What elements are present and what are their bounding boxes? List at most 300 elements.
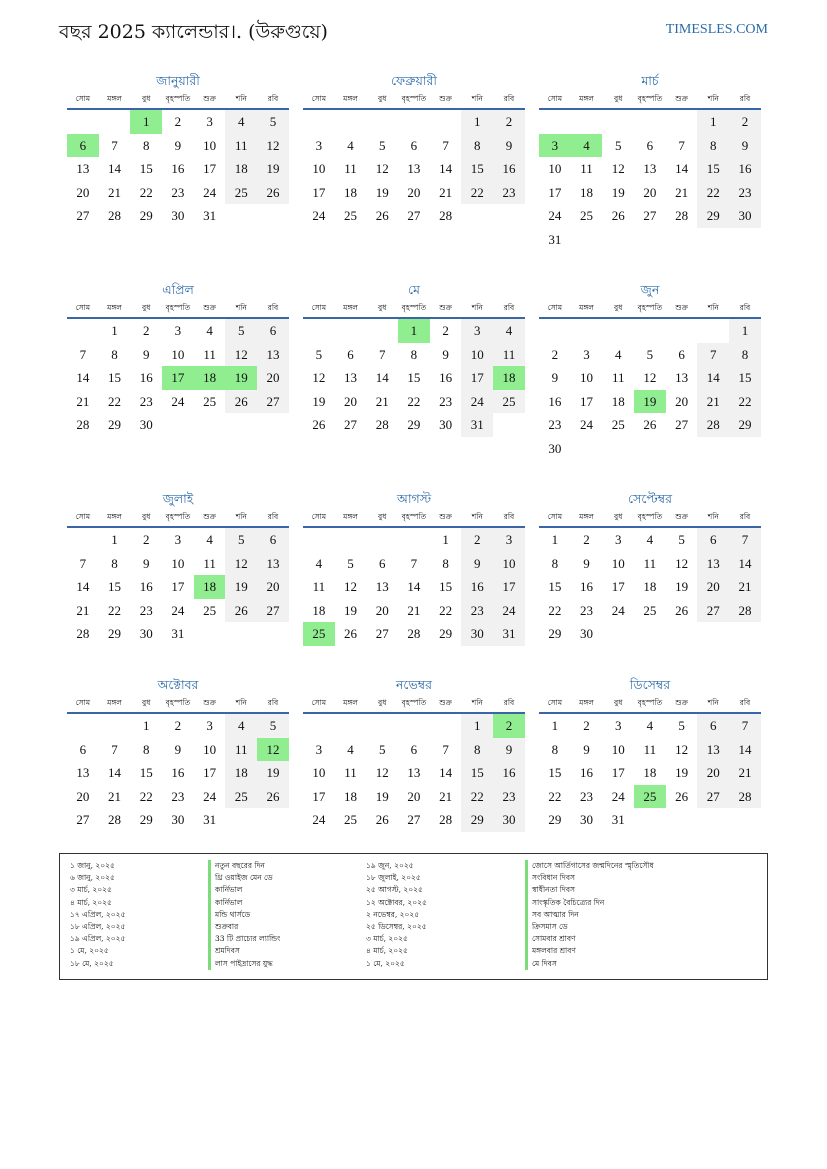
day-cell: 6 xyxy=(697,528,729,552)
day-cell: 2 xyxy=(442,323,449,338)
month-calendar xyxy=(67,72,289,228)
day-cell: 3 xyxy=(174,323,182,338)
weekday-label: বুধ xyxy=(142,303,151,312)
weekday-label: মঙ্গল xyxy=(343,698,358,707)
day-cell: 22 xyxy=(729,390,761,414)
day-cell: 5 xyxy=(678,532,685,547)
day-cell: 16 xyxy=(139,579,153,595)
weekday-label: সোম xyxy=(75,303,91,312)
day-cell: 24 xyxy=(461,390,493,414)
day-cell: 28 xyxy=(407,626,421,642)
weekday-label: শুক্র xyxy=(675,698,688,707)
weekday-label: রবি xyxy=(739,512,751,521)
day-cell: 15 xyxy=(697,157,729,181)
day-cell: 18 xyxy=(225,761,257,785)
day-cell: 2 xyxy=(729,110,761,134)
day-cell: 16 xyxy=(171,161,185,177)
day-cell: 14 xyxy=(76,370,90,386)
legend-date: ৩ মার্চ, ২০২৫ xyxy=(366,934,408,944)
month-name: জুন xyxy=(640,282,660,297)
day-cell: 11 xyxy=(643,741,657,757)
day-cell: 6 xyxy=(697,714,729,738)
month-calendar xyxy=(303,72,525,228)
day-cell: 22 xyxy=(108,393,122,409)
day-cell: 6 xyxy=(678,346,685,362)
empty-day xyxy=(303,110,335,134)
day-cell: 22 xyxy=(407,393,421,409)
day-cell: 2 xyxy=(174,114,182,129)
month-name: জানুয়ারী xyxy=(156,73,200,88)
day-cell: 19 xyxy=(312,393,326,409)
day-cell: 9 xyxy=(493,134,525,158)
weekday-header xyxy=(303,694,525,714)
day-grid xyxy=(67,528,289,646)
holiday-day: 6 xyxy=(67,134,99,158)
legend-date: ১৭ এপ্রিল, ২০২৫ xyxy=(70,909,126,919)
day-cell: 4 xyxy=(206,323,213,338)
day-cell: 12 xyxy=(611,161,625,177)
day-cell: 14 xyxy=(697,366,729,390)
empty-day xyxy=(303,714,335,738)
day-cell: 25 xyxy=(580,208,594,224)
day-cell: 10 xyxy=(312,765,326,781)
day-cell: 2 xyxy=(461,528,493,552)
day-cell: 21 xyxy=(108,788,122,804)
day-cell: 10 xyxy=(461,343,493,367)
legend-date: ৪ মার্চ, ২০২৫ xyxy=(366,946,408,956)
day-cell: 15 xyxy=(139,765,153,781)
day-cell: 23 xyxy=(493,785,525,809)
month-calendar xyxy=(539,490,761,646)
day-cell: 29 xyxy=(439,626,453,642)
empty-day xyxy=(398,528,430,552)
weekday-label: মঙ্গল xyxy=(343,303,358,312)
day-cell: 24 xyxy=(611,788,625,804)
day-cell: 30 xyxy=(493,808,525,832)
day-cell: 20 xyxy=(697,575,729,599)
legend-date: ১ মে, ২০২৫ xyxy=(70,946,109,956)
day-cell: 9 xyxy=(551,370,559,386)
day-cell: 12 xyxy=(344,579,358,595)
day-cell: 20 xyxy=(697,761,729,785)
weekday-label: সোম xyxy=(547,512,563,521)
holiday-day: 25 xyxy=(303,622,335,646)
day-cell: 4 xyxy=(347,741,354,757)
day-cell: 12 xyxy=(375,161,389,177)
day-cell: 15 xyxy=(461,761,493,785)
day-cell: 26 xyxy=(257,785,289,809)
day-cell: 31 xyxy=(171,626,185,642)
day-cell: 9 xyxy=(493,738,525,762)
day-cell: 11 xyxy=(493,343,525,367)
day-cell: 26 xyxy=(312,417,326,433)
day-cell: 10 xyxy=(312,161,326,177)
day-cell: 22 xyxy=(108,602,122,618)
day-cell: 28 xyxy=(76,626,90,642)
day-cell: 9 xyxy=(174,137,182,153)
day-cell: 7 xyxy=(697,343,729,367)
empty-day xyxy=(99,714,131,738)
day-cell: 19 xyxy=(375,788,389,804)
empty-day xyxy=(666,110,698,134)
weekday-label: শুক্র xyxy=(203,94,216,103)
day-cell: 28 xyxy=(675,208,689,224)
weekday-label: বুধ xyxy=(378,94,387,103)
day-cell: 26 xyxy=(257,181,289,205)
day-cell: 14 xyxy=(375,370,389,386)
site-link[interactable]: TIMESLES.COM xyxy=(665,22,768,37)
empty-day xyxy=(67,528,99,552)
day-cell: 16 xyxy=(493,761,525,785)
day-cell: 26 xyxy=(375,208,389,224)
month-calendar xyxy=(539,281,761,461)
weekday-label: বৃহস্পতি xyxy=(401,512,427,521)
empty-day xyxy=(366,528,398,552)
legend-holiday-name: মে দিবস xyxy=(525,958,654,970)
weekday-header xyxy=(539,90,761,110)
day-cell: 28 xyxy=(439,812,453,828)
day-cell: 20 xyxy=(407,184,421,200)
day-cell: 14 xyxy=(439,161,453,177)
day-cell: 4 xyxy=(493,319,525,343)
day-cell: 7 xyxy=(442,741,449,757)
day-cell: 29 xyxy=(729,413,761,437)
legend-date: ২৫ ডিসেম্বর, ২০২৫ xyxy=(366,921,427,931)
day-cell: 13 xyxy=(344,370,358,386)
day-cell: 4 xyxy=(225,714,257,738)
month-name: ডিসেম্বর xyxy=(629,677,671,692)
weekday-label: বৃহস্পতি xyxy=(165,303,191,312)
day-cell: 27 xyxy=(697,599,729,623)
day-cell: 16 xyxy=(461,575,493,599)
weekday-label: সোম xyxy=(547,303,563,312)
holiday-day: 2 xyxy=(493,714,525,738)
day-cell: 8 xyxy=(697,134,729,158)
weekday-label: সোম xyxy=(75,512,91,521)
day-cell: 8 xyxy=(461,738,493,762)
day-cell: 29 xyxy=(697,204,729,228)
weekday-label: বৃহস্পতি xyxy=(401,303,427,312)
day-cell: 11 xyxy=(611,370,625,386)
day-cell: 22 xyxy=(548,602,562,618)
day-cell: 10 xyxy=(493,552,525,576)
weekday-label: সোম xyxy=(311,698,327,707)
holiday-day: 18 xyxy=(194,575,226,599)
weekday-label: মঙ্গল xyxy=(107,698,122,707)
legend-date: ৬ জানু, ২০২৫ xyxy=(70,873,115,883)
day-cell: 24 xyxy=(312,208,326,224)
day-cell: 15 xyxy=(108,370,122,386)
weekday-label: রবি xyxy=(267,94,279,103)
legend-holiday-name: লাস পাইদ্রাসের যুদ্ধ xyxy=(208,958,280,970)
day-cell: 6 xyxy=(410,741,418,757)
day-cell: 8 xyxy=(461,134,493,158)
day-cell: 1 xyxy=(729,319,761,343)
weekday-label: শনি xyxy=(235,303,247,312)
day-cell: 11 xyxy=(344,765,357,781)
day-cell: 24 xyxy=(548,208,562,224)
day-cell: 23 xyxy=(729,181,761,205)
day-cell: 3 xyxy=(315,137,323,153)
day-cell: 11 xyxy=(225,738,257,762)
day-cell: 30 xyxy=(139,626,153,642)
day-cell: 22 xyxy=(439,602,453,618)
day-cell: 25 xyxy=(611,417,625,433)
day-cell: 26 xyxy=(675,788,689,804)
empty-day xyxy=(99,110,131,134)
legend-date: ১২ অক্টোবর, ২০২৫ xyxy=(366,897,427,907)
day-cell: 25 xyxy=(203,602,217,618)
weekday-label: শনি xyxy=(235,698,247,707)
weekday-label: রবি xyxy=(503,512,515,521)
day-cell: 21 xyxy=(108,184,122,200)
day-grid xyxy=(67,319,289,437)
day-cell: 11 xyxy=(344,161,357,177)
holiday-legend xyxy=(59,853,768,980)
holiday-day: 18 xyxy=(493,366,525,390)
day-cell: 12 xyxy=(375,765,389,781)
weekday-label: রবি xyxy=(267,512,279,521)
day-cell: 14 xyxy=(76,579,90,595)
day-cell: 9 xyxy=(729,134,761,158)
day-cell: 19 xyxy=(675,765,689,781)
day-grid xyxy=(539,528,761,646)
day-cell: 27 xyxy=(257,390,289,414)
day-cell: 9 xyxy=(583,555,590,571)
day-cell: 18 xyxy=(225,157,257,181)
day-cell: 4 xyxy=(347,137,354,153)
day-cell: 24 xyxy=(580,417,594,433)
day-cell: 3 xyxy=(174,532,182,547)
day-cell: 27 xyxy=(697,785,729,809)
day-cell: 27 xyxy=(675,417,689,433)
weekday-label: মঙ্গল xyxy=(107,303,122,312)
day-cell: 29 xyxy=(108,417,122,433)
day-cell: 28 xyxy=(439,208,453,224)
day-cell: 26 xyxy=(611,208,625,224)
day-cell: 12 xyxy=(312,370,326,386)
weekday-label: শনি xyxy=(707,512,719,521)
day-cell: 16 xyxy=(729,157,761,181)
day-cell: 3 xyxy=(315,741,323,757)
legend-holiday-name: নতুন বছরের দিন xyxy=(208,860,280,872)
day-cell: 1 xyxy=(697,110,729,134)
day-cell: 5 xyxy=(257,110,289,134)
day-cell: 14 xyxy=(108,765,122,781)
day-cell: 6 xyxy=(410,137,418,153)
day-cell: 23 xyxy=(580,788,594,804)
day-cell: 23 xyxy=(493,181,525,205)
weekday-label: বুধ xyxy=(614,512,623,521)
weekday-label: সোম xyxy=(311,303,327,312)
legend-holiday-name: কার্নিভাল xyxy=(208,884,280,896)
day-cell: 16 xyxy=(493,157,525,181)
empty-day xyxy=(571,110,603,134)
day-cell: 30 xyxy=(580,626,594,642)
day-cell: 28 xyxy=(108,208,122,224)
legend-date: ২৫ আগস্ট, ২০২৫ xyxy=(366,885,423,895)
weekday-label: রবি xyxy=(739,303,751,312)
day-cell: 8 xyxy=(111,346,118,362)
day-cell: 23 xyxy=(548,417,562,433)
day-cell: 25 xyxy=(643,602,657,618)
day-cell: 5 xyxy=(257,714,289,738)
day-cell: 14 xyxy=(729,738,761,762)
weekday-header xyxy=(303,90,525,110)
day-cell: 23 xyxy=(139,602,153,618)
weekday-label: বুধ xyxy=(378,303,387,312)
holiday-day: 19 xyxy=(634,390,666,414)
day-cell: 2 xyxy=(583,532,590,547)
day-cell: 5 xyxy=(225,528,257,552)
month-name: মার্চ xyxy=(641,73,659,88)
empty-day xyxy=(571,319,603,343)
day-cell: 17 xyxy=(203,161,217,177)
day-cell: 23 xyxy=(461,599,493,623)
weekday-label: শনি xyxy=(235,94,247,103)
day-cell: 12 xyxy=(225,343,257,367)
weekday-header xyxy=(303,508,525,528)
day-cell: 27 xyxy=(76,812,90,828)
day-cell: 3 xyxy=(614,532,622,547)
day-cell: 10 xyxy=(611,555,625,571)
day-cell: 25 xyxy=(493,390,525,414)
day-cell: 8 xyxy=(111,555,118,571)
day-cell: 9 xyxy=(442,346,449,362)
day-cell: 3 xyxy=(206,718,213,733)
day-cell: 11 xyxy=(225,134,257,158)
day-cell: 23 xyxy=(171,788,185,804)
weekday-label: সোম xyxy=(547,94,563,103)
day-cell: 8 xyxy=(142,741,150,757)
day-cell: 14 xyxy=(675,161,689,177)
day-cell: 10 xyxy=(203,741,217,757)
weekday-label: মঙ্গল xyxy=(579,303,594,312)
day-cell: 16 xyxy=(439,370,453,386)
weekday-label: শনি xyxy=(471,303,483,312)
day-cell: 25 xyxy=(344,812,358,828)
day-cell: 31 xyxy=(493,622,525,646)
legend-date: ১ মে, ২০২৫ xyxy=(366,958,405,968)
day-grid xyxy=(67,714,289,832)
day-cell: 20 xyxy=(257,575,289,599)
day-cell: 12 xyxy=(643,370,657,386)
day-cell: 30 xyxy=(461,622,493,646)
empty-day xyxy=(335,714,367,738)
weekday-label: বুধ xyxy=(614,698,623,707)
weekday-label: বুধ xyxy=(378,698,387,707)
day-cell: 19 xyxy=(375,184,389,200)
day-cell: 30 xyxy=(139,417,153,433)
legend-date: ১ জানু, ২০২৫ xyxy=(70,861,115,870)
day-cell: 6 xyxy=(646,137,654,153)
day-cell: 31 xyxy=(461,413,493,437)
day-cell: 28 xyxy=(375,417,389,433)
weekday-label: শনি xyxy=(471,512,483,521)
day-cell: 1 xyxy=(111,323,118,338)
day-cell: 27 xyxy=(643,208,657,224)
day-cell: 4 xyxy=(315,555,323,571)
day-cell: 5 xyxy=(315,346,323,362)
day-cell: 27 xyxy=(407,812,421,828)
weekday-label: রবি xyxy=(739,698,751,707)
month-calendar xyxy=(67,281,289,437)
weekday-label: বৃহস্পতি xyxy=(401,698,427,707)
day-cell: 31 xyxy=(611,812,625,828)
weekday-label: শনি xyxy=(707,94,719,103)
legend-holiday-name: সাংস্কৃতিক বৈচিত্র্যের দিন xyxy=(525,897,654,909)
day-cell: 27 xyxy=(344,417,358,433)
day-grid xyxy=(539,110,761,252)
empty-day xyxy=(666,319,698,343)
day-cell: 28 xyxy=(76,417,90,433)
day-cell: 17 xyxy=(171,579,185,595)
day-cell: 24 xyxy=(493,599,525,623)
month-calendar xyxy=(539,676,761,832)
day-cell: 9 xyxy=(142,346,150,362)
weekday-header xyxy=(67,508,289,528)
day-cell: 6 xyxy=(257,319,289,343)
day-cell: 26 xyxy=(675,602,689,618)
day-cell: 22 xyxy=(697,181,729,205)
empty-day xyxy=(67,714,99,738)
weekday-label: বৃহস্পতি xyxy=(637,512,663,521)
day-cell: 31 xyxy=(203,812,217,828)
day-cell: 3 xyxy=(493,528,525,552)
day-cell: 13 xyxy=(76,765,90,781)
day-cell: 18 xyxy=(344,788,358,804)
weekday-header xyxy=(539,299,761,319)
day-cell: 10 xyxy=(203,137,217,153)
day-cell: 17 xyxy=(312,184,326,200)
weekday-label: শুক্র xyxy=(203,698,216,707)
weekday-label: সোম xyxy=(547,698,563,707)
weekday-label: শনি xyxy=(707,303,719,312)
legend-date: ২ নভেম্বর, ২০২৫ xyxy=(366,909,420,919)
weekday-label: শুক্র xyxy=(675,94,688,103)
day-cell: 13 xyxy=(407,161,421,177)
empty-day xyxy=(539,110,571,134)
legend-holiday-name: ক্রিসমাস ডে xyxy=(525,921,654,933)
day-cell: 13 xyxy=(643,161,657,177)
day-cell: 1 xyxy=(142,718,150,733)
day-cell: 18 xyxy=(611,393,625,409)
day-cell: 18 xyxy=(312,602,326,618)
weekday-label: বুধ xyxy=(614,303,623,312)
legend-date: ১৮ জুলাই, ২০২৫ xyxy=(366,873,421,883)
legend-holiday-name: কার্নিভাল xyxy=(208,897,280,909)
day-cell: 12 xyxy=(675,555,689,571)
day-cell: 16 xyxy=(580,579,594,595)
day-cell: 8 xyxy=(551,555,559,571)
weekday-label: বুধ xyxy=(142,94,151,103)
day-cell: 5 xyxy=(614,137,622,153)
legend-holiday-name: থ্রি ওয়াইজ মেন ডে xyxy=(208,872,280,884)
day-grid xyxy=(539,319,761,461)
day-cell: 1 xyxy=(551,718,559,733)
weekday-header xyxy=(539,694,761,714)
day-cell: 9 xyxy=(583,741,590,757)
day-cell: 29 xyxy=(139,208,153,224)
day-cell: 1 xyxy=(111,532,118,547)
empty-day xyxy=(602,319,634,343)
day-cell: 9 xyxy=(174,741,182,757)
legend-holiday-name: 33 টি প্রাচ্যের ল্যান্ডিং xyxy=(208,933,280,945)
day-grid xyxy=(303,528,525,646)
day-cell: 6 xyxy=(347,346,354,362)
day-cell: 13 xyxy=(257,343,289,367)
weekday-label: মঙ্গল xyxy=(107,512,122,521)
